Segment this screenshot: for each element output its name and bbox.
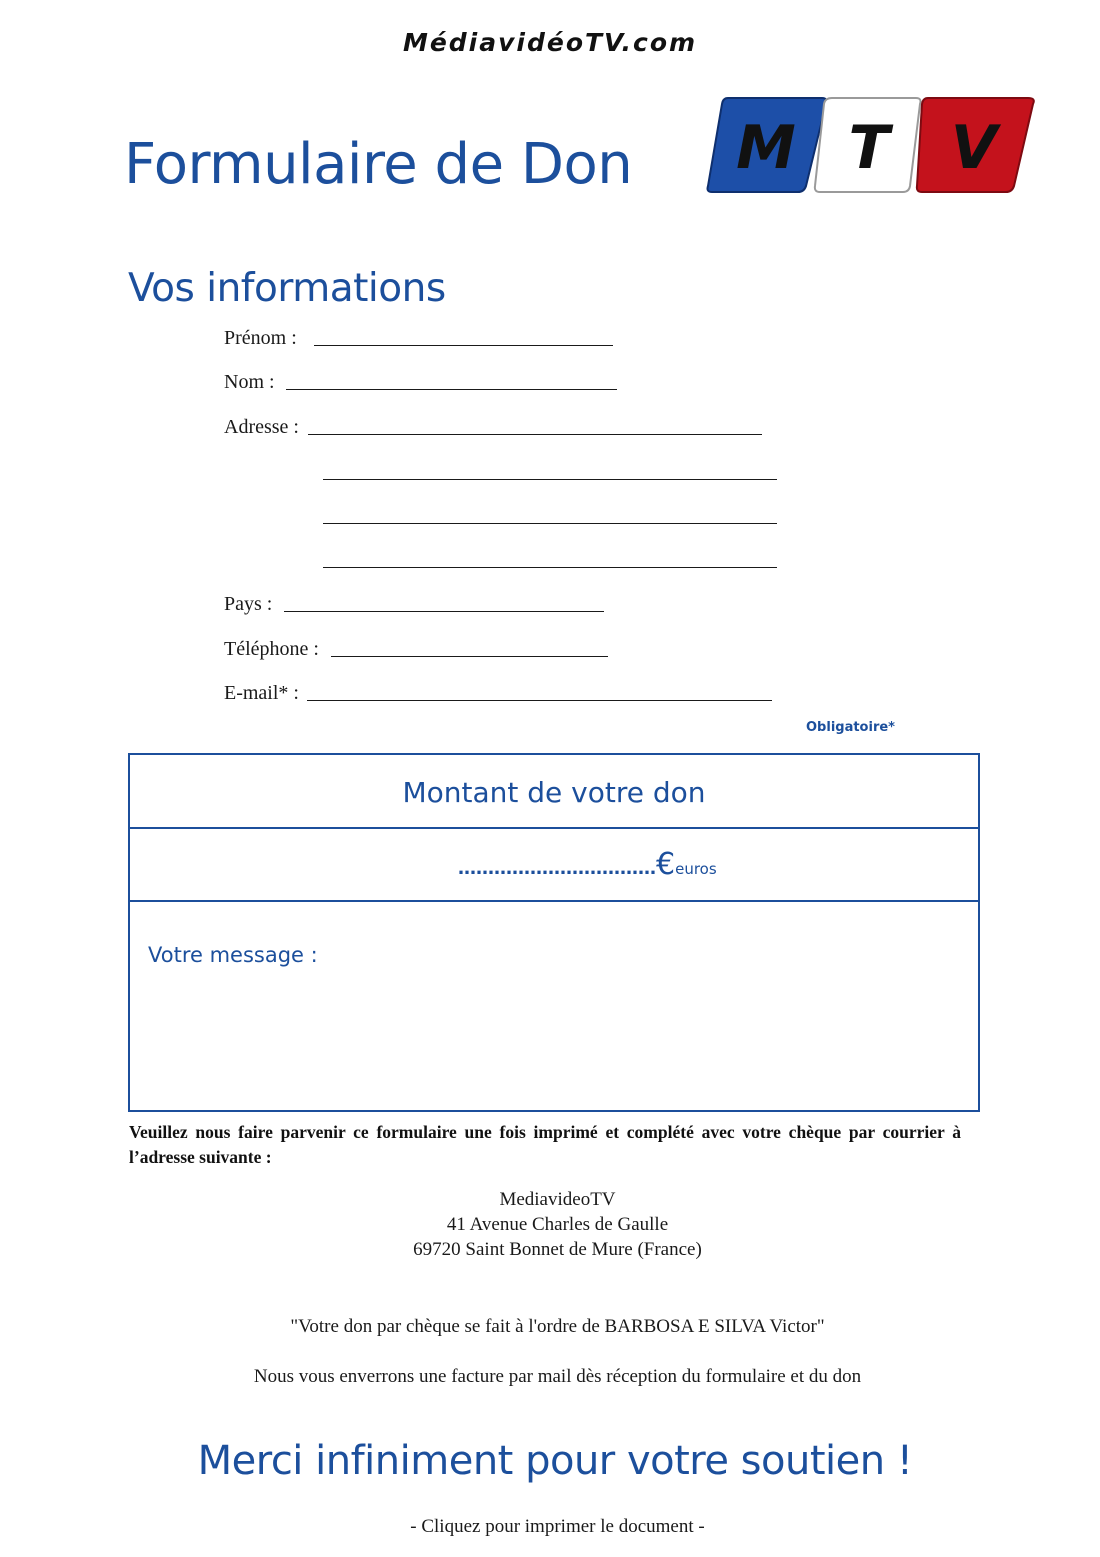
adresse-field-line-3[interactable] (323, 523, 777, 524)
euro-symbol: € (656, 847, 676, 882)
email-label: E-mail* : (224, 682, 299, 704)
donation-title: Montant de votre don (130, 755, 978, 829)
site-name: MédiavidéoTV.com (402, 28, 698, 57)
nom-label: Nom : (224, 371, 275, 393)
adresse-field-line-4[interactable] (323, 567, 777, 568)
address-line-3: 69720 Saint Bonnet de Mure (France) (413, 1239, 702, 1260)
section-title-informations: Vos informations (128, 266, 446, 311)
adresse-label: Adresse : (224, 416, 299, 438)
nom-field[interactable] (286, 389, 617, 390)
prenom-label: Prénom : (224, 327, 297, 349)
pays-field[interactable] (284, 611, 604, 612)
logo-letter-m: M (736, 113, 796, 183)
address-line-1: MediavideoTV (499, 1189, 616, 1210)
telephone-field[interactable] (331, 656, 608, 657)
currency-unit: euros (675, 860, 717, 878)
amount-dots: …………………………… (458, 858, 656, 879)
telephone-label: Téléphone : (224, 638, 319, 660)
mtv-logo (706, 96, 1036, 194)
amount-field[interactable] (458, 847, 717, 882)
logo-letter-t: T (848, 113, 890, 183)
form-title: Formulaire de Don (124, 132, 633, 197)
adresse-field-line-1[interactable] (308, 434, 762, 435)
mailing-instructions: Veuillez nous faire parvenir ce formulaire une fois imprimé et complété avec votre chèque par courrier à l’adresse suivante : (129, 1122, 961, 1167)
message-area[interactable] (130, 902, 978, 1108)
thanks-message: Merci infiniment pour votre soutien ! (197, 1438, 913, 1484)
pays-label: Pays : (224, 593, 273, 615)
print-document-link[interactable]: - Cliquez pour imprimer le document - (410, 1516, 705, 1537)
address-line-2: 41 Avenue Charles de Gaulle (446, 1214, 669, 1235)
cheque-note: "Votre don par chèque se fait à l'ordre de BARBOSA E SILVA Victor" (290, 1316, 825, 1337)
invoice-note: Nous vous enverrons une facture par mail dès réception du formulaire et du don (253, 1366, 862, 1387)
prenom-field[interactable] (314, 345, 613, 346)
message-label: Votre message : (148, 943, 318, 967)
donation-box (128, 753, 980, 1112)
adresse-field-line-2[interactable] (323, 479, 777, 480)
email-field[interactable] (307, 700, 772, 701)
amount-row[interactable] (130, 829, 978, 902)
logo-letter-v: V (950, 113, 998, 183)
required-note: Obligatoire* (806, 720, 895, 735)
